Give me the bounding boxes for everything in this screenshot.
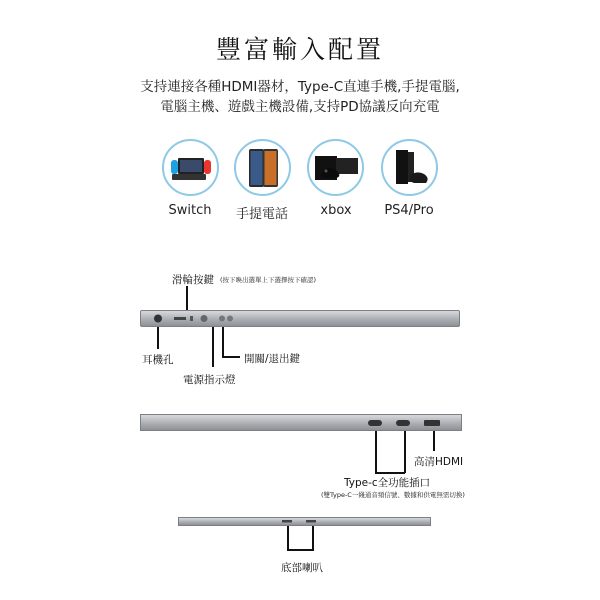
monitor-bottom-speakers	[178, 518, 431, 526]
switch-console-icon	[162, 139, 219, 196]
device-label-phone: 手提電話	[235, 207, 288, 222]
page-title: 豐富輸入配置	[215, 35, 384, 64]
typec-callout-line-1	[375, 431, 377, 473]
ps4-console-icon	[381, 139, 438, 196]
hdmi-callout-line	[433, 431, 435, 451]
monitor-top-controls	[140, 310, 260, 327]
power-button-label: 開關/退出鍵	[244, 353, 301, 365]
scroll-key-label: 滑輪按鍵	[172, 274, 214, 286]
device-label-xbox: xbox	[320, 203, 352, 218]
power-led-callout-line	[212, 327, 214, 367]
speaker-callout-line-h	[287, 549, 314, 551]
monitor-side-ports	[360, 416, 460, 430]
earphone-callout-line	[157, 327, 159, 349]
description-line-2: 電腦主機、遊戲主機設備,支持PD協議反向充電	[160, 99, 440, 115]
typec-callout-line-2	[404, 431, 406, 473]
power-led-label: 電源指示燈	[183, 374, 236, 386]
description-line-1: 支持連接各種HDMI器材，Type-C直連手機,手提電腦,	[140, 79, 460, 95]
scroll-key-note: (按下喚出選單上下選擇按下確認)	[220, 276, 317, 284]
smartphone-icon	[234, 139, 291, 196]
xbox-console-icon	[307, 139, 364, 196]
device-label-ps4: PS4/Pro	[384, 203, 434, 218]
device-label-switch: Switch	[168, 203, 212, 218]
speaker-callout-line-2	[312, 526, 314, 550]
power-button-callout-line-v	[222, 327, 224, 357]
power-button-callout-line-h	[222, 356, 240, 358]
typec-callout-line-h	[375, 472, 405, 474]
speaker-label: 底部喇叭	[281, 562, 323, 574]
typec-note: (雙Type-C一綫通音頻信號、數據和供電無需切換)	[321, 491, 465, 499]
typec-label: Type-c全功能插口	[344, 477, 431, 489]
speaker-callout-line-1	[287, 526, 289, 550]
scroll-key-callout-line	[186, 286, 188, 312]
hdmi-label: 高清HDMI	[414, 456, 464, 468]
earphone-label: 耳機孔	[142, 354, 174, 366]
